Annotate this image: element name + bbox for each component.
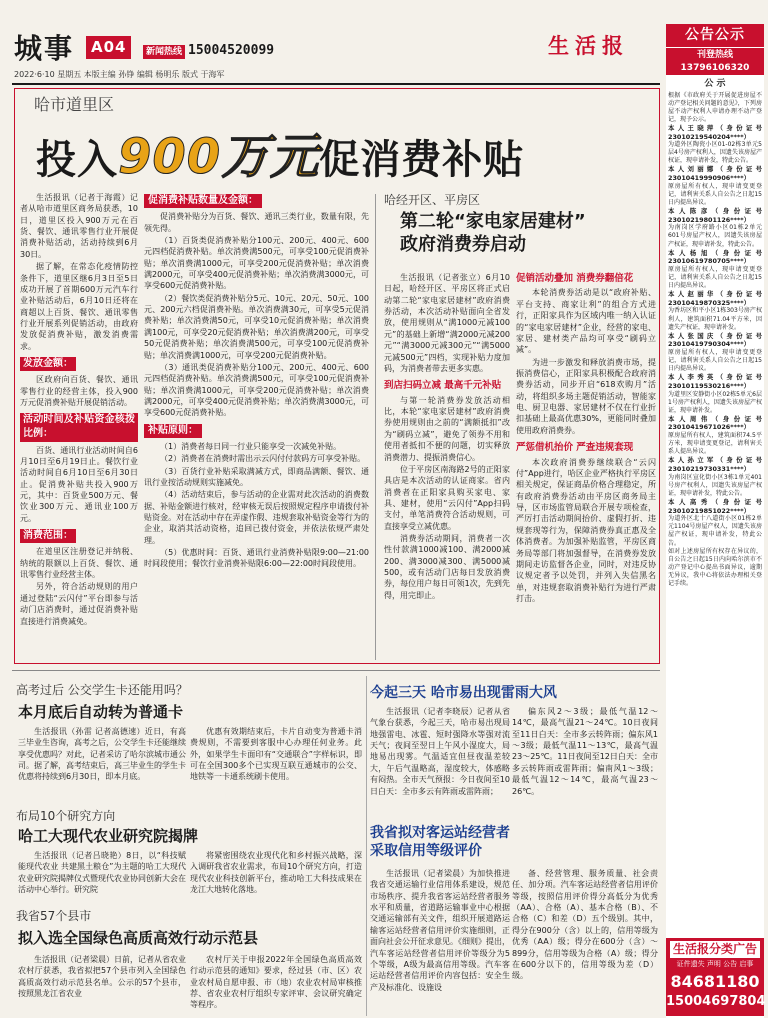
ad-phone-2: 15004697804	[666, 994, 766, 1010]
notice-name: 本人周伟（身份证号23010419671026****）	[668, 414, 762, 432]
story-text: 生活报讯（记者李晓辰）记者从省气象台获悉，今起三天，哈市易出现局地强雷电、冰雹、短时强降水等强对流天气；夜间至翌日上午风小湿度大，局地易出现雾。气温适宜但昼夜温差较大，午后气温略高，湿度较大，体感略有闷热。全市天气预报：今日夜间至10日白天：全市多云有阵雨或雷阵雨；	[370, 707, 510, 796]
story-headline: 拟入选全国绿色高质高效行动示范县	[18, 929, 259, 947]
notice-text: 为道外区北十八道街小区01栋2单元1104号房屋产权人，因遗失该房屋产权证，现申请补发，特此公告。	[668, 515, 762, 547]
notice-name: 本人陈彦（身份证号23010219801126****）	[668, 207, 762, 224]
paragraph: （5）优惠时间：百货、通讯行业消费补贴限9:00—21:00时间段使用；餐饮行业消费补贴限6:00—22:00时间段使用。	[144, 548, 369, 569]
notice-body	[666, 92, 764, 589]
notice-text: 原房屋所有权人，建筑面积74.5平方米，现申请变更登记，请利害关系人提出异议。	[668, 432, 762, 456]
lead-headline	[36, 124, 524, 190]
paragraph: （1）消费者每日同一行业只能享受一次减免补贴。	[160, 441, 342, 451]
ad-subtitle: 证件遗失 声明 公告 启事	[676, 959, 754, 968]
notice-phone: 刊登热线13796106320	[666, 47, 764, 75]
subhead-tag: 补贴原则：	[144, 424, 202, 438]
notice-name: 本人王晓萍（身份证号23010219540204****）	[668, 123, 762, 141]
hotline-label: 新闻热线	[143, 45, 185, 59]
story-headline-line2: 采取信用等级评价	[370, 843, 482, 860]
paragraph: 为进一步激发和释放消费市场，提振消费信心，正阳家具积极配合政府消费券活动，同步开启“618欢购月”活动，将组织多场主题促销活动，智能家电、厨卫电器、家居建材不仅在行业折扣基础上最高优惠30%，更能同时叠加使用政府消费券。	[516, 357, 656, 435]
paragraph: 在道里区注册登记并纳税、纳统的限额以上百货、餐饮、通讯零售行业经营主体。	[20, 547, 138, 580]
notice-title: 公 示	[704, 79, 726, 90]
section-title: 城事	[14, 32, 75, 65]
paper-logo: 生活报	[548, 33, 629, 58]
paragraph: 本次政府消费券继续联合“云闪付”App进行，哈区企业严格执行平房区相关规定，保证商品价格合理稳定，所有政府消费券活动由平房区商务局主导，区市场监管局联合开展专项检查，严厉打击活动期间抬价、虚假打折、违规套现等行为，保障消费券真正惠及全体消费者。为加强补贴监管，平房区商务局等部门将加强督导，在消费券发放期间走访监督各企业，同时，对违反协议规定者予以处罚，并列入失信黑名单，对违规套取消费补贴行为进行严肃打击。	[516, 457, 656, 603]
paragraph: （2）餐饮类促消费补贴分5元、10元、20元、50元、100元、200元六档促消费补贴。单次消费满30元，可享受5元促消费补贴；单次消费满50元，可享受10元促消费补贴；单次消费满100元，可享受20元促消费补贴；单次消费满200元，可享受50元促消费补贴；单次消费满500元，可享受100元促消费补贴；单次消费满1000元，可享受200元促消费补贴。	[144, 293, 369, 360]
story-text: 生活报讯（记者梁晨）日前，记者从省农业农村厅获悉，我省拟把57个县市列入全国绿色高质高效行动示范县名单。公示的57个县市，按照黑龙江省农业	[18, 955, 186, 999]
paragraph: （3）百货行业补贴采取满减方式，即商品满额、餐饮、通讯行业按活动规则实施减免。	[144, 466, 369, 487]
notice-name: 本人李秀英（身份证号23010119530216****）	[668, 373, 762, 390]
story-text: 优惠有效期结束后，卡片自动变为普通卡消费规则，不需要到客服中心办理任何业务。此外，如果学生卡面印有“交通联合”字样标识，即可在全国300多个已实现互联互通城市的公交、地铁等一卡通系统刷卡使用。	[190, 727, 362, 782]
paragraph: 百货、通讯行业活动时间自6月10日至6月19日止。餐饮行业活动时间自6月10日至6月30日止。促消费补贴共投入900万元，其中：百货业500万元、餐饮业300万元、通讯业100万元。	[20, 445, 138, 523]
notice-text: 为南岗区学府路小区01栋2单元601号房屋产权人，因遗失该房屋产权证，现申请补发，特此公告。	[668, 224, 762, 248]
story-text: 生活报讯（孙雷 记者高德速）近日，有高三毕业生咨询，高考之后，公交学生卡还能继续享受优惠吗？对此，记者采访了哈尔滨城市通公司。据了解，高考结束后，高三毕业生的学生卡优惠将持续到6月30日，即本月底。	[18, 727, 186, 782]
hotline-number: 15004520099	[188, 43, 275, 58]
masthead-rule	[12, 83, 660, 85]
story-headline: 哈工大现代农业研究院揭牌	[18, 827, 199, 845]
notice-name: 本人张国庆（身份证号23010419790304****）	[668, 331, 762, 349]
notice-text: 原房屋所有权人，现申请变更登记，请利害关系人自公告之日起15日内提出异议。	[668, 265, 762, 290]
lead-district: 哈市道里区	[34, 95, 115, 114]
column-divider	[366, 676, 367, 1016]
story-text: 备、经营管理、服务质量、社会责任、加分项。汽车客运站经营者信用评价等级，按照信用评价得分高低分为优秀（AA）、合格（A）、基本合格（B）、不合格（C）和差（D）五个级别。其中，得分在900分（含）以上的，信用等级为优秀（AA）级；得分在600分（含）～899分，信用等级为合格（A）级；得分在600分以下的，信用等级为差（D）级。	[512, 869, 658, 981]
notice-text: 原房屋所有权人，现申请变更登记，请利害关系人自公告之日起15日内提出异议。	[668, 349, 762, 373]
notice-sidebar	[666, 24, 764, 1018]
story-text: 生活报讯（记者吕晓艳）8日，以“科技赋能现代农业 共建黑土粮仓”为主题的哈工大现代农业研究院揭牌仪式暨现代农业协同创新大会在活动中心举行。研究院	[18, 851, 186, 895]
paragraph: 另外，符合活动规则的用户通过登陆“云闪付”平台即参与活动门店消费时，通过促消费补贴直接进行消费减免。	[20, 582, 138, 626]
subhead-tag: 促消费补贴数量及金额：	[144, 194, 262, 208]
sub-column-2	[516, 272, 656, 660]
notice-text: 为香坊区和平小区1栋303号房产权利人，建筑面积71.04平方米，因遗失产权证，现申请补发。	[668, 307, 762, 331]
paragraph: 位于平房区南海路2号的正阳家具店是本次活动的认证商家。省内消费者在正阳家具购买家电、家具、建材，使用“云闪付”App扫码支付，单笔消费符合活动规则，可直接享受立减优惠。	[384, 464, 510, 531]
subhead-tag: 消费范围：	[20, 529, 76, 543]
sub-district: 哈经开区、平房区	[384, 193, 481, 207]
notice-text: 为南岗区宣化街小区3栋1单元401号房产权利人，因遗失该房屋产权证，现申请补发，特此公告。	[668, 473, 762, 497]
lead-column-1	[20, 192, 138, 660]
ad-phone-1: 84681180	[670, 972, 760, 992]
headline-post: 促消费补贴	[319, 137, 525, 183]
notice-name: 本人赵丽华（身份证号23010419870325****）	[668, 290, 762, 307]
headline-amount: 900万元	[118, 129, 320, 185]
paragraph: 据了解，在常态化疫情防控条件下，道里区继6月3日至5日成功开展了首期600万元汽车行业补贴活动后，6月10日还将在商超以上百货、餐饮、通讯零售行业开展系列促销活动，由政府发放促消费补贴，激发消费需求。	[20, 262, 138, 351]
story-text: 农村厅关于申报2022年全国绿色高质高效行动示范县的通知》要求，经过县（市、区）农业农村局自愿申报、市（地）农业农村局审核推荐、省农业农村厅组织专家评审、会议研究确定等程序。	[190, 955, 362, 1010]
story-text: 偏东风2～3级；最低气温12～14℃，最高气温21～24℃。10日夜间至11日白天：全市多云转阵雨；偏东风1～3级；最低气温11～13℃，最高气温23～25℃。11日夜间至12日白天：全市多云转阵雨或雷阵雨；偏南风1～3级；最低气温12～14℃，最高气温23～26℃。	[512, 707, 658, 796]
subhead: 促销活动叠加 消费券翻倍花	[516, 273, 634, 284]
ad-title: 生活报分类广告	[670, 941, 760, 958]
sub-headline-line1: 第二轮“家电家居建材”	[400, 211, 586, 232]
subhead: 到店扫码立减 最高千元补贴	[384, 380, 502, 392]
headline-pre: 投入	[36, 137, 118, 183]
paragraph: （2）消费者在消费时需出示云闪付付款码方可享受补贴。	[160, 454, 366, 464]
date-line: 2022·6·10 星期五 本版主编 孙铮 编辑 杨明乐 版式 于海军	[14, 70, 225, 79]
story-kicker: 布局10个研究方向	[16, 809, 116, 823]
notice-text: 原房屋所有权人，现申请变更登记，请利害关系人自公告之日起15日内提出异议。	[668, 182, 762, 206]
notice-text: 为道里区安静街小区02栋5单元6层1号房产权利人，因遗失该房屋产权证，现申请补发。	[668, 390, 762, 414]
paragraph: 生活报讯（记者于海霞）记者从哈市道里区商务局获悉，10日，道里区投入900万元在百货、餐饮、通讯零售行业开展促消费补贴活动，活动持续到6月30日。	[20, 193, 138, 259]
paragraph: 本轮消费券活动是以“政府补贴、平台支持、商家让利”的组合方式进行，正阳家具作为区域内唯一纳入认证的“家电家居建材”企业，经营的家电、家居、建材类产品均可享受“刷码立减”。	[516, 288, 656, 355]
paragraph: 区政府向百货、餐饮、通讯零售行业的经营主体，投入900万元促消费补贴开展促销活动。	[20, 375, 138, 407]
paragraph: 促消费补贴分为百货、餐饮、通讯三类行业，数量有限，先领先得。	[144, 212, 369, 233]
subhead: 严惩借机抬价 严查违规套现	[516, 442, 634, 454]
paragraph: （4）活动结束后，参与活动的企业需对此次活动的消费数据、补贴金额进行核对，经审核无误后按照规定程序申请拨付补贴资金。对在活动中存在弄虚作假、违规套取补贴资金等行为的企业，取消其活动资格，追回已拨付资金，并依法依规严肃处理。	[144, 490, 369, 545]
notice-outro: 如对上述房屋所有权存在异议的，自公告之日起15日内向哈尔滨市不动产登记中心提出书面异议，逾期无异议，我中心将依法办理相关登记手续。	[668, 547, 762, 587]
lead-column-2	[144, 194, 376, 660]
section-divider	[12, 670, 660, 671]
subhead-tag: 发放金额：	[20, 357, 76, 371]
sub-headline	[400, 210, 586, 256]
page-number: A04	[86, 36, 131, 59]
sub-headline-line2: 政府消费券启动	[400, 234, 526, 256]
notice-name: 本人孙立军（身份证号23010219730331****）	[668, 456, 762, 474]
subhead-tag: 活动时间及补贴资金核拨比例：	[20, 413, 138, 441]
notice-header: 公告公示	[666, 24, 764, 47]
paragraph: 与第一轮消费券发放活动相比，本轮“家电家居建材”政府消费券使用规则由之前的“满额抵扣”改为“刷码立减”，避免了领券不用和使用者抵扣不便的问题，切实释放消费潜力、提振消费信心。	[384, 395, 510, 462]
paragraph: 生活报讯（记者张立）6月10日起，哈经开区、平房区将正式启动第二轮“家电家居建材”政府消费券活动，本次活动补贴面向全省发放，使用规则从“满1000元减100元”的基础上新增“满2000元减200元”“满3000元减300元”“满5000元减500元”四档，实现补贴力度加码，为消费者带去更多实惠。	[384, 273, 510, 373]
story-headline: 今起三天 哈市易出现雷雨大风	[370, 685, 557, 701]
notice-name: 本人高秀（身份证号23010219851022****）	[668, 497, 762, 515]
paragraph: 消费券活动期间，消费者一次性付款满1000减100、满2000减200、满3000减300、满5000减500，或有活动门店每日发放消费券，每位用户每日可领1次，先到先得，用完即止。	[384, 534, 510, 600]
story-headline: 本月底后自动转为普通卡	[18, 703, 184, 721]
paragraph: （3）通讯类促消费补贴分100元、200元、400元、600元四档促消费补贴。单次消费满500元，可享受100元促消费补贴；单次消费满1000元，可享受200元促消费补贴；单次消费满2000元，可享受400元促消费补贴；单次消费满3000元，可享受600元促消费补贴。	[144, 362, 369, 418]
story-kicker: 高考过后 公交学生卡还能用吗？	[16, 683, 188, 697]
story-headline	[370, 824, 510, 860]
story-text: 将紧密围绕农业现代化和乡村振兴战略，深入调研我省农业需求，布局10个研究方向，打造现代农业科技创新平台，推动哈工大科技成果在龙江大地转化落地。	[190, 851, 362, 895]
notice-intro: 根据《市政府关于开展促进房屋不动产登记相关问题的意见》，下列房屋不动产权利人申请办理不动产登记，现予公示。	[668, 91, 762, 123]
sub-column-1	[384, 272, 510, 660]
notice-name: 本人杨旭（身份证号23010619780705****）	[668, 248, 762, 266]
paragraph: （1）百货类促消费补贴分100元、200元、400元、600元四档促消费补贴。单次消费满500元，可享受100元促消费补贴；单次消费满1000元，可享受200元促消费补贴；单次消费满2000元，可享受400元促消费补贴；单次消费满3000元，可享受600元促消费补贴。	[144, 235, 369, 291]
notice-text: 为道外区陶瓷小区01-02栋3单元5层4号房产权利人，因遗失该房屋产权证，现申请补发，特此公告。	[668, 141, 762, 165]
notice-name: 本人刘丽娜（身份证号23010419990906****）	[668, 165, 762, 183]
story-headline-line1: 我省拟对客运站经营者	[370, 825, 510, 841]
story-kicker: 我省57个县市	[16, 909, 92, 923]
classified-ad-box	[666, 938, 764, 1016]
story-text: 生活报讯（记者梁晨）为加快推进我省交通运输行业信用体系建设，规范市场秩序、提升我省客运站经营者服务水平和质量，省道路运输事业中心根据交通运输部有关文件，组织开展道路运输客运站经营者信用评价实施细则，正面向社会公开征求意见。《细则》提出，汽车客运站经营者信用评价等级分为5个等级，A级为最高信用等级。汽车客运站经营者信用评价内容包括：安全生产及标准化、设施设	[370, 869, 510, 992]
